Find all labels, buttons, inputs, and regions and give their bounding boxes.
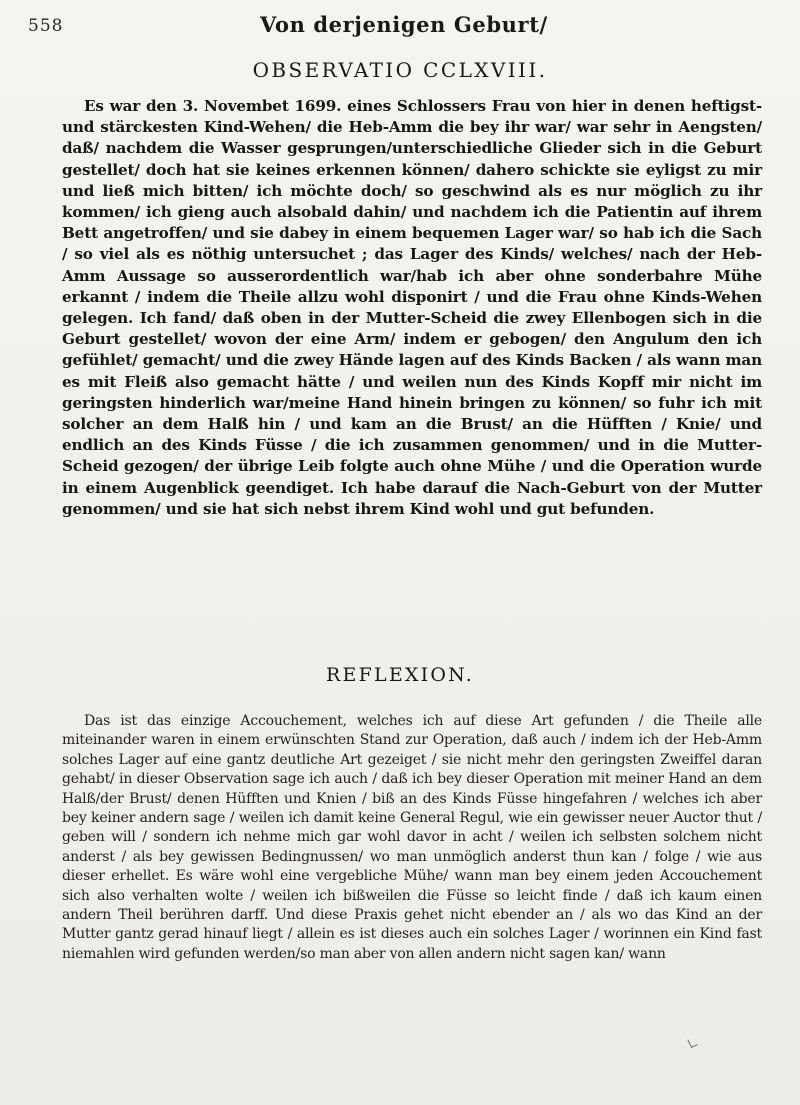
observation-body (62, 96, 762, 520)
running-title: Von derjenigen Geburt/ (260, 12, 548, 37)
observation-paragraph: Es war den 3. Novembet 1699. eines Schlossers Frau von hier in denen heftigst- und stärckesten Kind-Wehen/ die Heb-Amm die bey ihr war/ war sehr in Aengsten/ daß/ nachdem die Wasser gesprungen/unterschiedliche Glieder sich in die Geburt gestellet/ doch hat sie keines erkennen können/ dahero schickte sie eyligst zu mir und ließ mich bitten/ ich möchte doch/ so geschwind als es nur möglich zu ihr kommen/ ich gieng auch alsobald dahin/ und nachdem ich die Patientin auf ihrem Bett angetroffen/ und sie dabey in einem bequemen Lager war/ so hab ich die Sach / so viel als es nöthig untersuchet ; das Lager des Kinds/ welches/ nach der Heb-Amm Aussage so ausserordentlich war/hab ich aber ohne sonderbahre Mühe erkannt / indem die Theile allzu wohl disponirt / und die Frau ohne Kinds-Wehen gelegen. Ich fand/ daß oben in der Mutter-Scheid die zwey Ellenbogen sich in die Geburt gestellet/ wovon der eine Arm/ indem er gebogen/ den Angulum den ich gefühlet/ gemacht/ und die zwey Hände lagen auf des Kinds Backen / als wann man es mit Fleiß also gemacht hätte / und weilen nun des Kinds Kopff mir nicht im geringsten hinderlich war/meine Hand hinein bringen zu können/ so fuhr ich mit solcher an dem Halß hin / und kam an die Brust/ an die Hüfften / Knie/ und endlich an des Kinds Füsse / die ich zusammen genommen/ und in die Mutter-Scheid gezogen/ der übrige Leib folgte auch ohne Mühe / und die Operation wurde in einem Augenblick geendiget. Ich habe darauf die Nach-Geburt von der Mutter genommen/ und sie hat sich nebst ihrem Kind wohl und gut befunden. (62, 97, 762, 518)
page-number: 558 (28, 16, 64, 36)
reflexion-heading: REFLEXION. (326, 664, 474, 686)
reflexion-paragraph: Das ist das einzige Accouchement, welches ich auf diese Art gefunden / die Theile alle miteinander waren in einem erwünschten Stand zur Operation, daß auch / indem ich der Heb-Amm solches Lager auf eine gantz deutliche Art gezeiget / sie nicht mehr den geringsten Zweiffel daran gehabt/ in dieser Observation sage ich auch / daß ich bey dieser Operation mit meiner Hand an dem Halß/der Brust/ denen Hüfften und Knien / biß an des Kinds Füsse hingefahren / welches ich aber bey keiner andern sage / weilen ich damit keine General Regul, wie ein gewisser neuer Auctor thut / geben will / sondern ich nehme mich gar wohl davor in acht / weilen ich selbsten solchem nicht anderst / als bey gewissen Bedingnussen/ wo man unmöglich anderst thun kan / folge / wie aus dieser erhellet. Es wäre wohl eine vergebliche Mühe/ wann man bey einem jeden Accouchement sich also verhalten wolte / weilen ich bißweilen die Füsse so leicht finde / daß ich kaum einen andern Theil berühren darff. Und diese Praxis gehet nicht ebender an / als wo das Kind an der Mutter gantz gerad hinauf liegt / allein es ist dieses auch ein solches Lager / worinnen ein Kind fast niemahlen wird gefunden werden/so man aber von allen andern nicht sagen kan/ wann (62, 713, 762, 962)
observation-heading: OBSERVATIO CCLXVIII. (252, 58, 548, 82)
paper-mark (687, 1037, 697, 1048)
page-header (28, 6, 768, 42)
reflexion-body (62, 712, 762, 964)
